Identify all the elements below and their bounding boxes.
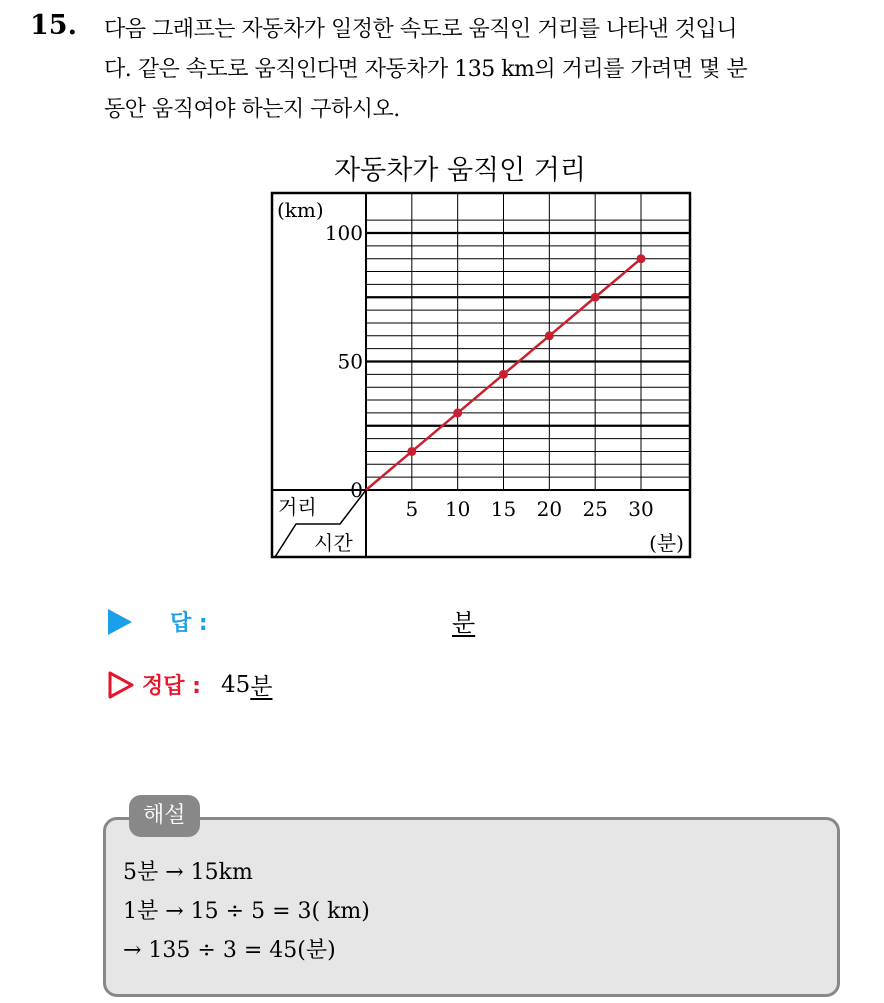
data-point — [453, 408, 462, 417]
y-unit-label: (km) — [277, 198, 324, 222]
y-tick-label: 50 — [337, 349, 363, 374]
answer-row — [108, 606, 208, 637]
question-text-line-1: 다음 그래프는 자동차가 일정한 속도로 움직인 거리를 나타낸 것입니 — [104, 17, 738, 42]
correct-answer-row — [108, 668, 272, 701]
y-tick-label: 100 — [324, 221, 363, 245]
x-tick-label: 5 — [405, 497, 419, 521]
x-tick-labels — [405, 497, 653, 521]
chart-title: 자동차가 움직인 거리 — [334, 155, 586, 186]
x-tick-label: 30 — [628, 497, 654, 521]
data-point — [591, 293, 600, 302]
correct-unit: 분 — [250, 674, 273, 700]
solution-tag: 해설 — [129, 795, 200, 837]
correct-label: 정답 : — [142, 674, 201, 699]
x-unit-label: (분) — [649, 531, 684, 555]
correct-value: 45 — [220, 671, 251, 698]
question-number: 15. — [30, 10, 77, 41]
play-triangle-icon — [108, 609, 132, 635]
corner-col-label: 시간 — [314, 531, 353, 555]
answer-label: 답 : — [170, 611, 208, 636]
x-tick-label: 15 — [490, 497, 517, 521]
solution-line-2: 1분 → 15 ÷ 5 = 3( km) — [123, 899, 370, 924]
corner-row-label: 거리 — [278, 495, 317, 519]
question-text-line-2: 다. 같은 속도로 움직인다면 자동차가 135 km의 거리를 가려면 몇 분 — [104, 57, 748, 82]
x-tick-label: 25 — [582, 497, 608, 521]
data-point — [545, 331, 554, 340]
outline-triangle-icon — [108, 671, 134, 699]
y-tick-labels — [325, 221, 363, 502]
data-point — [407, 447, 416, 456]
data-point — [637, 254, 646, 263]
question-text-line-3: 동안 움직여야 하는지 구하시오. — [104, 97, 400, 122]
x-tick-label: 20 — [536, 497, 563, 521]
x-tick-label: 10 — [444, 497, 471, 521]
answer-unit: 분 — [452, 609, 476, 637]
y-tick-label: 0 — [350, 478, 363, 502]
data-point — [499, 370, 508, 379]
solution-line-1: 5분 → 15km — [123, 860, 253, 885]
chart-grid — [366, 193, 690, 490]
solution-line-3: → 135 ÷ 3 = 45(분) — [123, 938, 336, 963]
